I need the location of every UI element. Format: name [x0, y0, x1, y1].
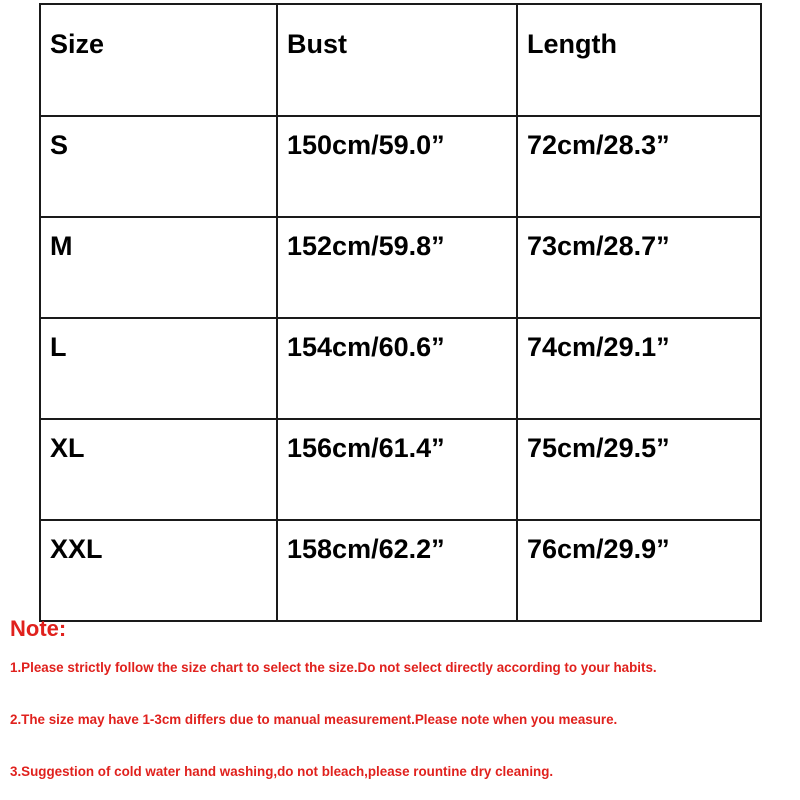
header-size: Size [40, 4, 277, 116]
table-row [40, 116, 761, 217]
note-item-3: 3.Suggestion of cold water hand washing,do not bleach,please rountine dry cleaning. [10, 764, 554, 779]
header-length: Length [517, 4, 761, 116]
bust-cell: 154cm/60.6” [277, 318, 517, 419]
length-cell: 72cm/28.3” [517, 116, 761, 217]
header-bust: Bust [277, 4, 517, 116]
bust-cell: 156cm/61.4” [277, 419, 517, 520]
size-cell: S [40, 116, 277, 217]
note-title: Note: [10, 616, 67, 641]
bust-cell: 152cm/59.8” [277, 217, 517, 318]
bust-cell: 158cm/62.2” [277, 520, 517, 621]
size-cell: XL [40, 419, 277, 520]
table-row [40, 318, 761, 419]
table-row [40, 217, 761, 318]
size-cell: L [40, 318, 277, 419]
note-item-2: 2.The size may have 1-3cm differs due to manual measurement.Please note when you measure. [10, 712, 618, 727]
size-cell: M [40, 217, 277, 318]
size-chart-table [39, 3, 762, 622]
table-row [40, 520, 761, 621]
length-cell: 76cm/29.9” [517, 520, 761, 621]
notes-section [10, 616, 795, 779]
length-cell: 74cm/29.1” [517, 318, 761, 419]
bust-cell: 150cm/59.0” [277, 116, 517, 217]
length-cell: 73cm/28.7” [517, 217, 761, 318]
length-cell: 75cm/29.5” [517, 419, 761, 520]
table-row [40, 419, 761, 520]
note-item-1: 1.Please strictly follow the size chart to select the size.Do not select directly according to your habits. [10, 660, 657, 675]
table-header-row [40, 4, 761, 116]
size-cell: XXL [40, 520, 277, 621]
